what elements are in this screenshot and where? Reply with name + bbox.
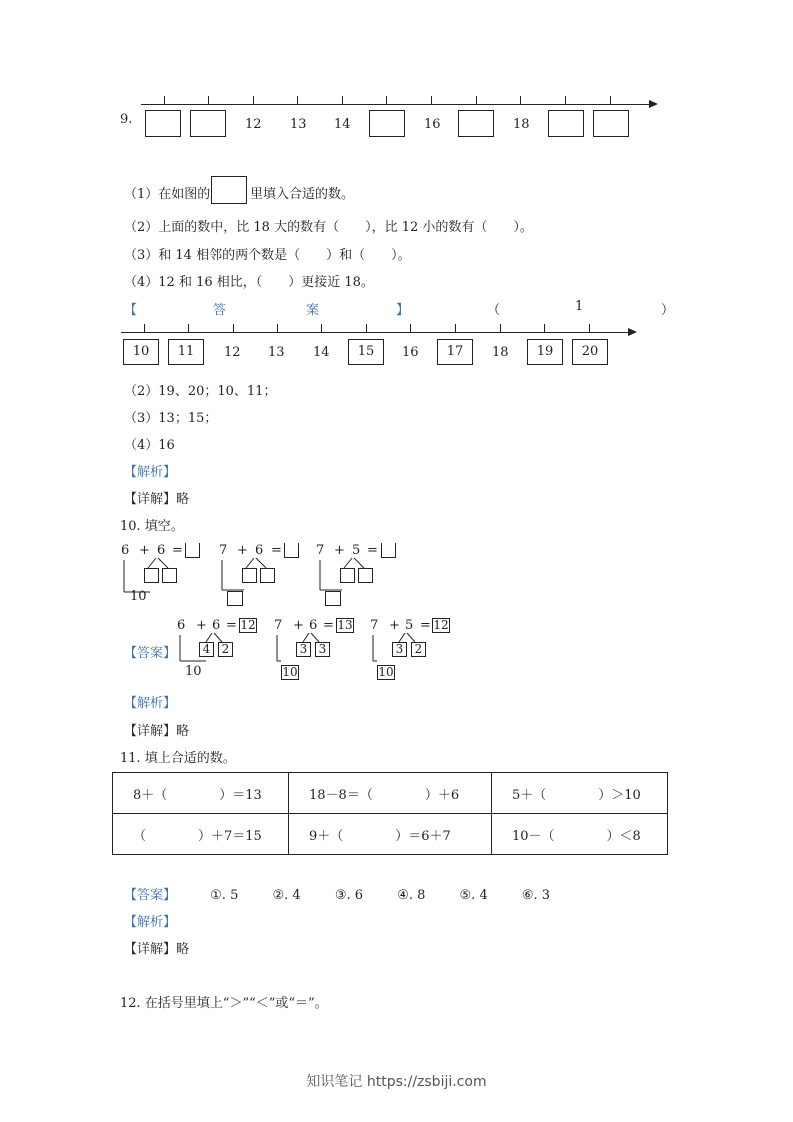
q9-detail-tag: 【详解】 bbox=[124, 492, 177, 507]
ten-label: 10 bbox=[185, 664, 202, 679]
table-cell[interactable]: 9＋（ ）＝6＋7 bbox=[289, 814, 492, 855]
tag-char: 1 bbox=[575, 299, 584, 314]
addend: 7 bbox=[219, 543, 228, 558]
addend: 7 bbox=[316, 543, 325, 558]
result-box: 13 bbox=[337, 618, 353, 632]
result-box: 12 bbox=[433, 618, 449, 632]
addend: 6 bbox=[309, 618, 318, 633]
split-box: 3 bbox=[392, 642, 407, 657]
table-row bbox=[113, 773, 668, 814]
ten-blank[interactable] bbox=[325, 591, 341, 606]
split-blank[interactable] bbox=[260, 568, 275, 583]
number-label: 16 bbox=[424, 117, 441, 132]
number-label: 18 bbox=[492, 345, 509, 360]
split-blank[interactable] bbox=[242, 568, 257, 583]
ten-box: 10 bbox=[282, 665, 298, 679]
equals: = bbox=[271, 543, 282, 558]
sample-box bbox=[211, 176, 247, 204]
number-label: 12 bbox=[224, 345, 241, 360]
split-box: 2 bbox=[411, 642, 426, 657]
q9-sub3: （3）和 14 相邻的两个数是（ ）和（ ）。 bbox=[124, 248, 411, 263]
addend: 7 bbox=[370, 618, 379, 633]
split-box: 3 bbox=[296, 642, 311, 657]
tag-char: 答 bbox=[213, 303, 227, 318]
site-watermark: 知识笔记 https://zsbiji.com bbox=[306, 1074, 487, 1090]
addend: 7 bbox=[274, 618, 283, 633]
table-cell[interactable]: 8＋（ ）＝13 bbox=[113, 773, 289, 814]
tag-char: 【 bbox=[124, 303, 138, 318]
table-row bbox=[113, 814, 668, 855]
answer-box[interactable] bbox=[369, 110, 405, 137]
operator: + bbox=[139, 543, 150, 558]
operator: + bbox=[389, 618, 400, 633]
number-label: 18 bbox=[513, 117, 530, 132]
q12-title: 12. 在括号里填上“＞”“＜”或“＝”。 bbox=[120, 996, 328, 1011]
equals: = bbox=[226, 618, 237, 633]
split-blank[interactable] bbox=[358, 568, 373, 583]
table-cell[interactable]: 10－（ ）＜8 bbox=[492, 814, 668, 855]
equals: = bbox=[367, 543, 378, 558]
answer-box[interactable] bbox=[190, 110, 226, 137]
addend: 6 bbox=[177, 618, 186, 633]
q9-ans2: （2）19、20；10、11； bbox=[124, 384, 277, 399]
number-label: 12 bbox=[245, 117, 262, 132]
addend: 6 bbox=[121, 543, 130, 558]
equals: = bbox=[420, 618, 431, 633]
answer-box[interactable] bbox=[145, 110, 181, 137]
answer-item: ⑤. 4 bbox=[459, 888, 488, 903]
equals: = bbox=[172, 543, 183, 558]
answer-box: 20 bbox=[572, 339, 608, 365]
q9-ans3: （3）13；15； bbox=[124, 411, 218, 426]
number-label: 14 bbox=[334, 117, 351, 132]
q9-sub2: （2）上面的数中，比 18 大的数有（ ），比 12 小的数有（ ）。 bbox=[124, 220, 533, 235]
answer-item: ①. 5 bbox=[210, 888, 239, 903]
q11-analysis-tag: 【解析】 bbox=[124, 915, 177, 930]
answer-box[interactable] bbox=[458, 110, 494, 137]
q11-answer-line bbox=[124, 884, 550, 903]
q10-title: 10. 填空。 bbox=[120, 519, 184, 534]
q10-answer-tag: 【答案】 bbox=[124, 646, 177, 661]
addend: 6 bbox=[255, 543, 264, 558]
split-box: 3 bbox=[315, 642, 330, 657]
tag-char: ） bbox=[661, 303, 675, 318]
number-label: 14 bbox=[313, 345, 330, 360]
split-box: 4 bbox=[199, 642, 214, 657]
q11-detail-tag: 【详解】 bbox=[124, 942, 177, 957]
number-label: 13 bbox=[290, 117, 307, 132]
number-label: 16 bbox=[402, 345, 419, 360]
q9-detail-text: 略 bbox=[176, 492, 190, 507]
equals: = bbox=[323, 618, 334, 633]
split-blank[interactable] bbox=[340, 568, 355, 583]
tag-char: 】 bbox=[396, 303, 410, 318]
addend: 5 bbox=[352, 543, 361, 558]
q9-number: 9. bbox=[120, 112, 133, 127]
answer-box: 11 bbox=[168, 339, 204, 365]
q9-ans4: （4）16 bbox=[124, 438, 175, 453]
number-label: 13 bbox=[268, 345, 285, 360]
result-box: 12 bbox=[240, 618, 256, 632]
tag-char: 案 bbox=[306, 303, 320, 318]
q9-analysis-tag: 【解析】 bbox=[124, 465, 177, 480]
q9-answer-paren bbox=[124, 299, 675, 318]
q11-title: 11. 填上合适的数。 bbox=[120, 751, 236, 766]
operator: + bbox=[334, 543, 345, 558]
answer-item: ⑥. 3 bbox=[521, 888, 551, 903]
q10-detail-text: 略 bbox=[176, 724, 190, 739]
addend: 6 bbox=[157, 543, 166, 558]
table-cell[interactable]: 18－8＝（ ）＋6 bbox=[289, 773, 492, 814]
split-box: 2 bbox=[218, 642, 233, 657]
answer-box: 15 bbox=[348, 339, 384, 365]
addend: 5 bbox=[405, 618, 414, 633]
operator: + bbox=[293, 618, 304, 633]
ten-box: 10 bbox=[378, 665, 394, 679]
answer-item: ④. 8 bbox=[397, 888, 426, 903]
answer-box[interactable] bbox=[593, 110, 629, 137]
q9-sub1-b: 里填入合适的数。 bbox=[250, 187, 355, 202]
table-cell[interactable]: 5＋（ ）＞10 bbox=[492, 773, 668, 814]
decompose-lines bbox=[218, 556, 298, 596]
answer-item: ②. 4 bbox=[272, 888, 301, 903]
decompose-lines bbox=[316, 556, 396, 596]
q10-analysis-tag: 【解析】 bbox=[124, 696, 177, 711]
addend: 6 bbox=[212, 618, 221, 633]
split-blank[interactable] bbox=[162, 568, 177, 583]
answer-box: 19 bbox=[527, 339, 563, 365]
q10-detail-tag: 【详解】 bbox=[124, 724, 177, 739]
tag-char: （ bbox=[487, 303, 501, 318]
ten-blank[interactable] bbox=[227, 591, 243, 606]
q11-answer-tag: 【答案】 bbox=[124, 888, 177, 903]
split-blank[interactable] bbox=[144, 568, 159, 583]
answer-item: ③. 6 bbox=[334, 888, 364, 903]
q9-sub4: （4）12 和 16 相比，（ ）更接近 18。 bbox=[124, 275, 374, 290]
answer-box: 10 bbox=[123, 339, 159, 365]
q9-sub1-a: （1）在如图的 bbox=[124, 187, 211, 202]
answer-box[interactable] bbox=[548, 110, 584, 137]
ten-label: 10 bbox=[130, 589, 147, 604]
operator: + bbox=[196, 618, 207, 633]
q11-detail-text: 略 bbox=[176, 942, 190, 957]
q11-table bbox=[112, 772, 668, 855]
answer-box: 17 bbox=[437, 339, 473, 365]
operator: + bbox=[237, 543, 248, 558]
table-cell[interactable]: （ ）＋7＝15 bbox=[113, 814, 289, 855]
